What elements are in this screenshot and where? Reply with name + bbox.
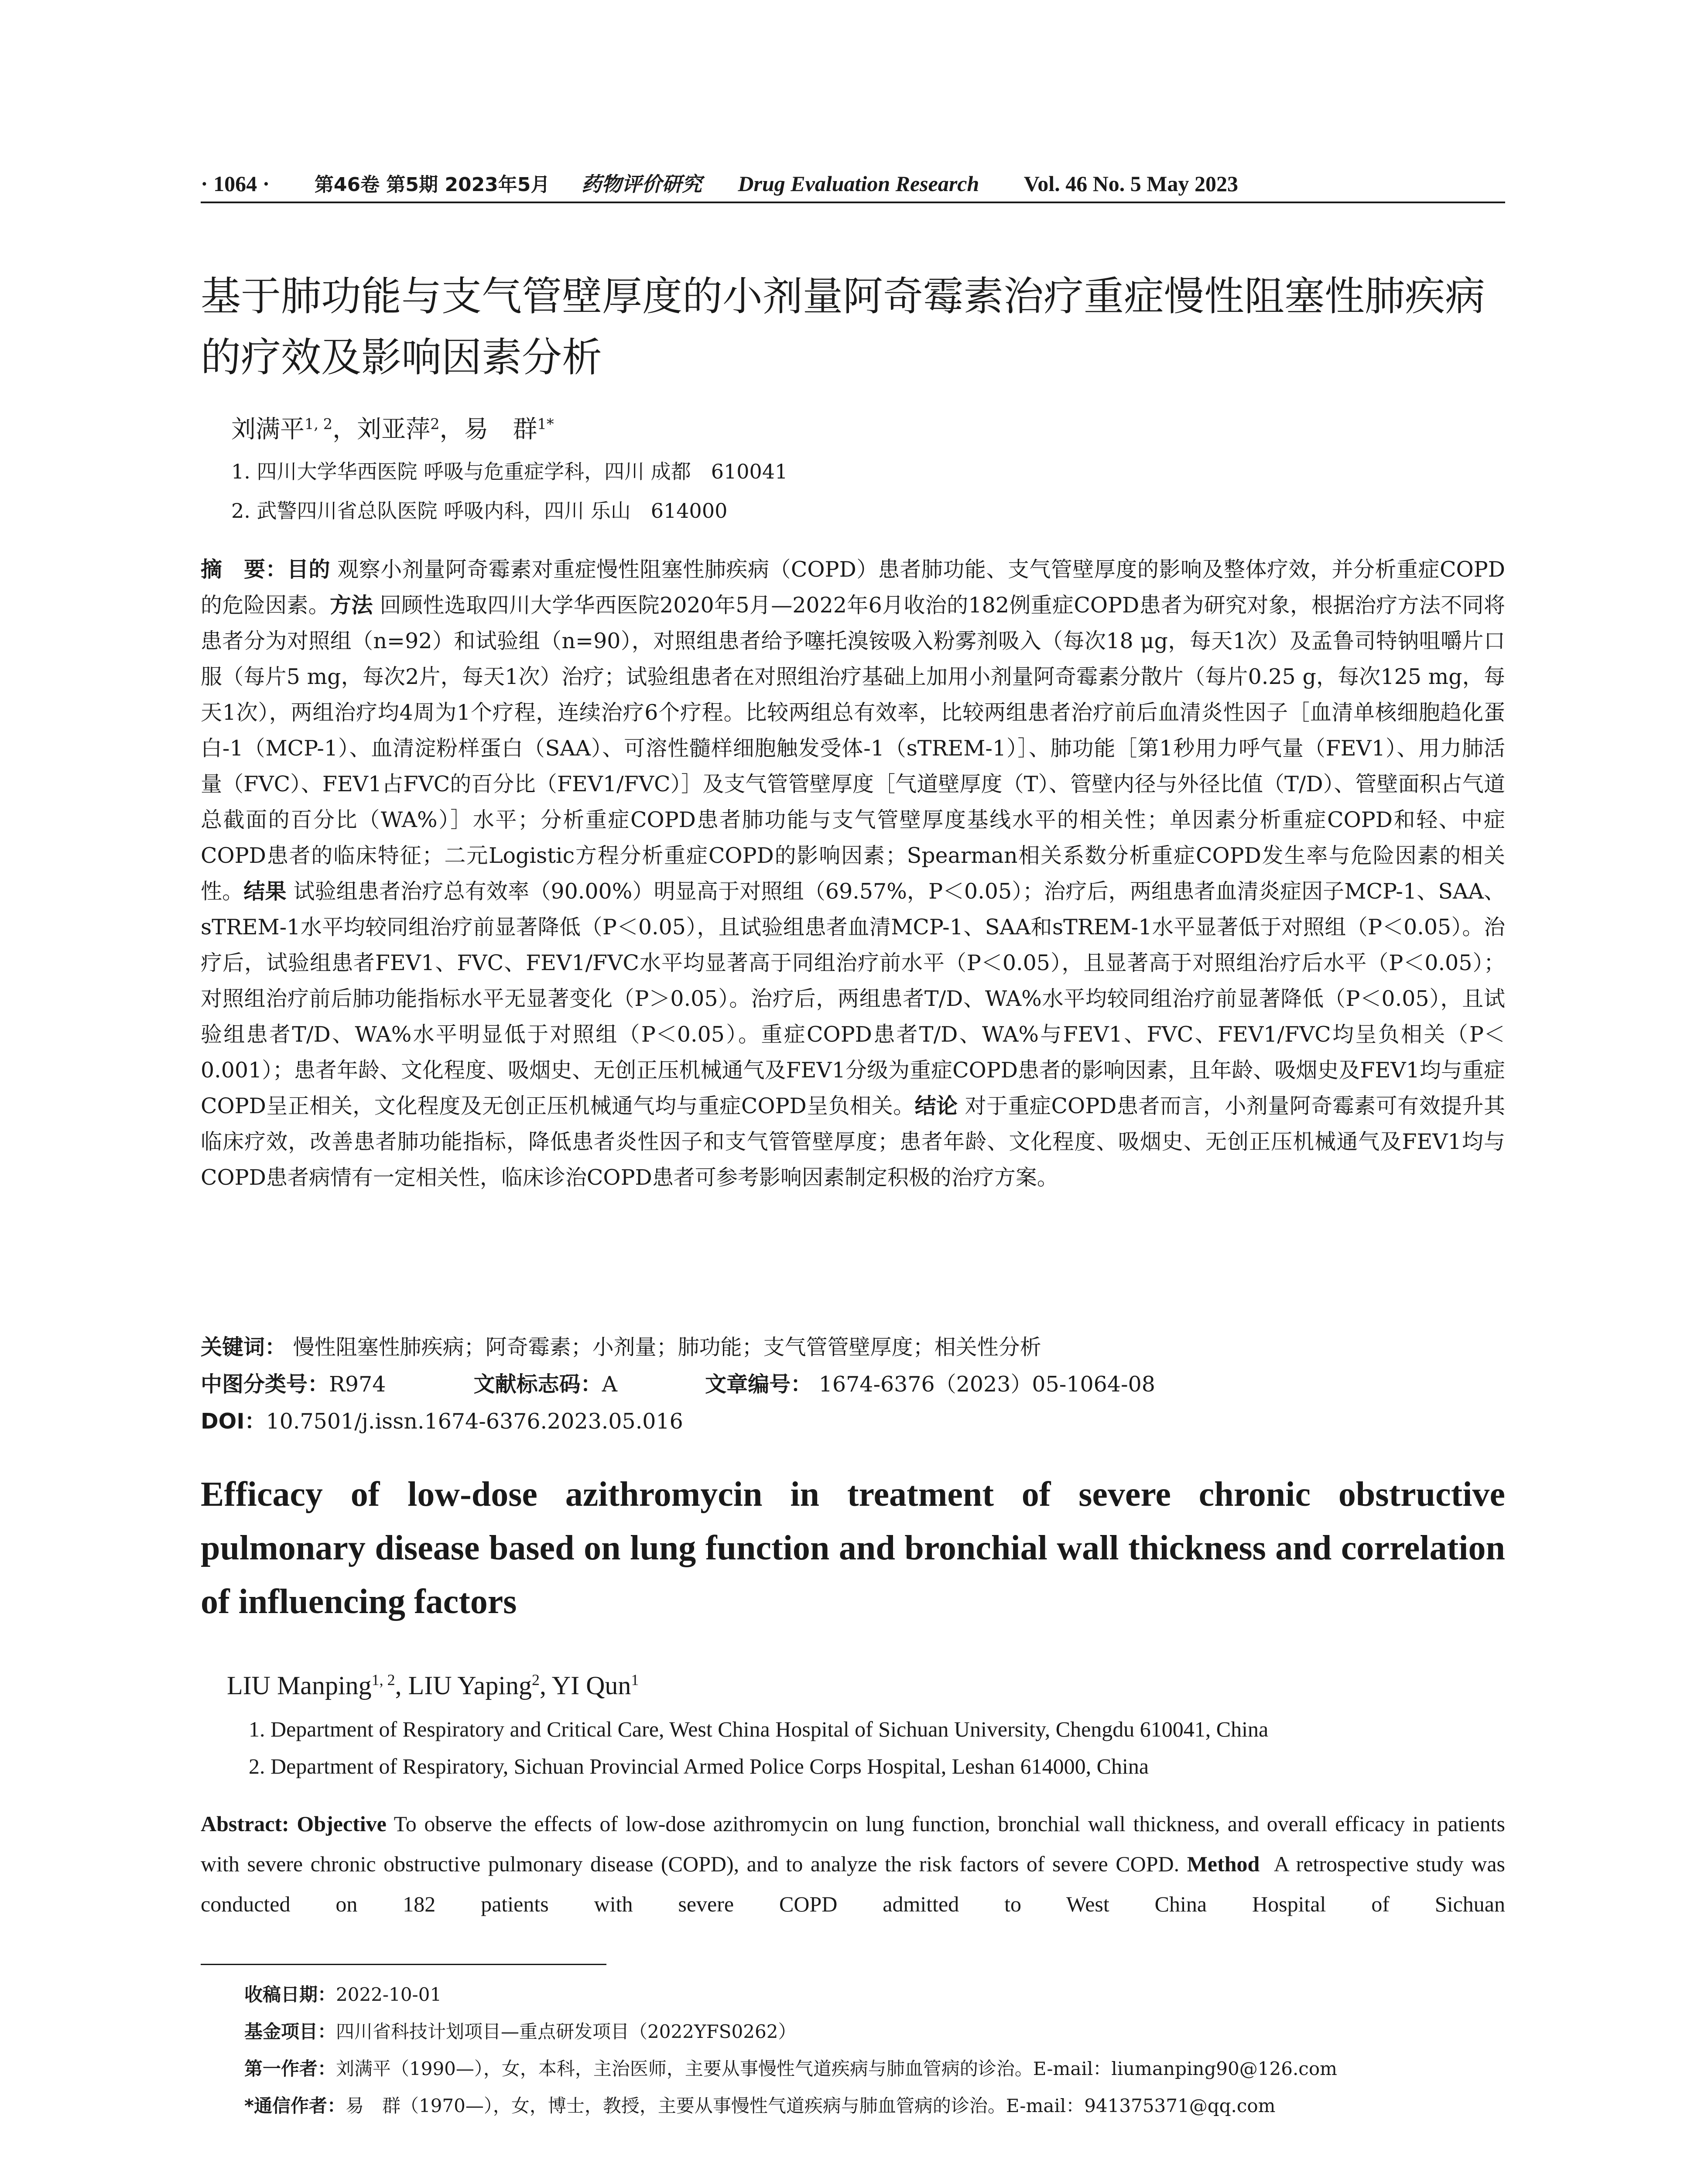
journal-en: Drug Evaluation Research [738,171,979,196]
objective-zh-label: 目的 [287,557,331,582]
method-en-label: Method [1187,1852,1260,1876]
affiliation-en-2: 2. Department of Respiratory, Sichuan Provincial Armed Police Corps Hospital, Leshan 614000, China [249,1754,1149,1778]
method-zh: 回顾性选取四川大学华西医院2020年5月—2022年6月收治的182例重症COPD患者为研究对象，根据治疗方法不同将患者分为对照组（n=92）和试验组（n=90），对照组患者给予噻托溴铵吸入粉雾剂吸入（每次18 μg，每天1次）及孟鲁司特钠咀嚼片口服（每片5 mg，每次2片，每天1次）治疗；试验组患者在对照组治疗基础上加用小剂量阿奇霉素分散片（每片0.25 g，每次125 mg，每天1次），两组治疗均4周为1个疗程，连续治疗6个疗程。比较两组总有效率，比较两组患者治疗前后血清炎性因子［血清单核细胞趋化蛋白-1（MCP-1）、血清淀粉样蛋白（SAA）、可溶性髓样细胞触发受体-1（sTREM-1）］、肺功能［第1秒用力呼气量（FEV1）、用力肺活量（FVC）、FEV1占FVC的百分比（FEV1/FVC）］及支气管管壁厚度［气道壁厚度（T）、管壁内径与外径比值（T/D）、管壁面积占气道总截面的百分比（WA%）］水平；分析重症COPD患者肺功能与支气管壁厚度基线水平的相关性；单因素分析重症COPD和轻、中症COPD患者的临床特征；二元Logistic方程分析重症COPD的影响因素；Spearman相关系数分析重症COPD发生率与危险因素的相关性。 [201,593,1505,904]
affiliation-zh-1: 1. 四川大学华西医院 呼吸与危重症学科，四川 成都 610041 [231,460,788,483]
clc-label: 中图分类号： [201,1372,329,1397]
abstract-en-label: Abstract: [201,1812,289,1836]
received-label: 收稿日期： [244,1984,336,2005]
footnote-first-author [244,2055,1337,2081]
author-zh-2: ，刘亚萍 [332,415,431,444]
author-en-3: , YI Qun [539,1671,631,1700]
articleno-value: 1674-6376（2023）05-1064-08 [818,1372,1155,1397]
corresponding-label: *通信作者： [244,2095,346,2116]
affiliation-zh-2: 2. 武警四川省总队医院 呼吸内科，四川 乐山 614000 [231,499,728,523]
received-value: 2022-10-01 [336,1984,442,2005]
footnote-fund [244,2017,796,2044]
doi-line [201,1405,683,1435]
clc-value: R974 [329,1372,386,1397]
author-en-1-sup: 1, 2 [371,1671,395,1689]
keywords-zh [201,1330,1041,1361]
issue-en: Vol. 46 No. 5 May 2023 [1023,171,1238,196]
author-zh-3: ，易 群 [439,415,537,444]
abstract-zh [201,552,1505,1196]
page-number: · 1064 · [201,171,270,196]
conclusion-zh: 对于重症COPD患者而言，小剂量阿奇霉素可有效提升其临床疗效，改善患者肺功能指标，降低患者炎性因子和支气管管壁厚度；患者年龄、文化程度、吸烟史、无创正压机械通气及FEV1均与COPD患者病情有一定相关性，临床诊治COPD患者可参考影响因素制定积极的治疗方案。 [201,1094,1505,1190]
footnote-corresponding [244,2092,1275,2118]
articleno-label: 文章编号： [705,1372,812,1397]
header-rule [201,202,1505,203]
fund-value: 四川省科技计划项目—重点研发项目（2022YFS0262） [336,2021,797,2042]
issue-zh: 第46卷 第5期 2023年5月 [314,174,550,196]
author-en-3-sup: 1 [631,1671,639,1689]
result-zh-label: 结果 [243,879,287,904]
first-author-value: 刘满平（1990—），女，本科，主治医师，主要从事慢性气道疾病与肺血管病的诊治。E-mail：liumanping90@126.com [336,2058,1337,2079]
author-en-2: , LIU Yaping [395,1671,532,1700]
paper-title-zh: 基于肺功能与支气管壁厚度的小剂量阿奇霉素治疗重症慢性阻塞性肺疾病的疗效及影响因素分析 [201,273,1486,381]
paper-title-en: Efficacy of low-dose azithromycin in treatment of severe chronic obstructive pulmonary disease based on lung function and bronchial wall thickness and correlation of influencing factors [201,1475,1505,1621]
classification-line [201,1367,1155,1398]
authors-zh [231,410,554,445]
objective-en: To observe the effects of low-dose azithromycin on lung function, bronchial wall thickness, and overall efficacy in patients with severe chronic obstructive pulmonary disease (COPD), and to analyze the risk factors of severe COPD. [201,1812,1505,1876]
objective-zh: 观察小剂量阿奇霉素对重症慢性阻塞性肺疾病（COPD）患者肺功能、支气管壁厚度的影响及整体疗效，并分析重症COPD的危险因素。 [201,557,1505,618]
doi-value: 10.7501/j.issn.1674-6376.2023.05.016 [266,1409,683,1434]
running-header [201,168,1505,203]
author-zh-2-sup: 2 [430,415,440,433]
doccode-label: 文献标志码： [473,1372,602,1397]
author-en-1: LIU Manping [227,1671,372,1700]
affiliation-en-1: 1. Department of Respiratory and Critical Care, West China Hospital of Sichuan University, Chengdu 610041, China [249,1717,1269,1741]
fund-label: 基金项目： [244,2021,336,2042]
abstract-zh-label: 摘 要： [201,557,288,582]
objective-en-label: Objective [297,1812,387,1836]
method-zh-label: 方法 [330,593,373,618]
method-en: A retrospective study was conducted on 182 patients with severe COPD admitted to West China Hospital of Sichuan [201,1852,1505,1916]
footnote-rule [201,1964,606,1965]
keywords-zh-text: 慢性阻塞性肺疾病；阿奇霉素；小剂量；肺功能；支气管管壁厚度；相关性分析 [293,1335,1041,1360]
author-zh-1-sup: 1, 2 [305,415,333,433]
author-zh-3-sup: 1* [537,415,554,433]
result-zh: 试验组患者治疗总有效率（90.00%）明显高于对照组（69.57%，P＜0.05）；治疗后，两组患者血清炎症因子MCP-1、SAA、sTREM-1水平均较同组治疗前显著降低（P＜0.05），且试验组患者血清MCP-1、SAA和sTREM-1水平显著低于对照组（P＜0.05）。治疗后，试验组患者FEV1、FVC、FEV1/FVC水平均显著高于同组治疗前水平（P＜0.05），且显著高于对照组治疗后水平（P＜0.05）；对照组治疗前后肺功能指标水平无显著变化（P＞0.05）。治疗后，两组患者T/D、WA%水平均较同组治疗前显著降低（P＜0.05），且试验组患者T/D、WA%水平明显低于对照组（P＜0.05）。重症COPD患者T/D、WA%与FEV1、FVC、FEV1/FVC均呈负相关（P＜0.001）；患者年龄、文化程度、吸烟史、无创正压机械通气及FEV1分级为重症COPD患者的影响因素，且年龄、吸烟史及FEV1均与重症COPD呈正相关，文化程度及无创正压机械通气均与重症COPD呈负相关。 [201,879,1505,1118]
doccode-value: A [602,1372,617,1397]
keywords-zh-label: 关键词： [201,1335,287,1360]
abstract-en [201,1804,1505,1924]
footnote-received [244,1980,442,2007]
conclusion-zh-label: 结论 [914,1094,958,1118]
corresponding-value: 易 群（1970—），女，博士，教授，主要从事慢性气道疾病与肺血管病的诊治。E-mail：941375371@qq.com [345,2095,1276,2116]
doi-label: DOI： [201,1409,266,1434]
journal-zh-logo: 药物评价研究 [581,172,702,196]
author-en-2-sup: 2 [531,1671,540,1689]
first-author-label: 第一作者： [244,2058,336,2079]
author-zh-1: 刘满平 [231,415,305,444]
authors-en [227,1671,639,1701]
